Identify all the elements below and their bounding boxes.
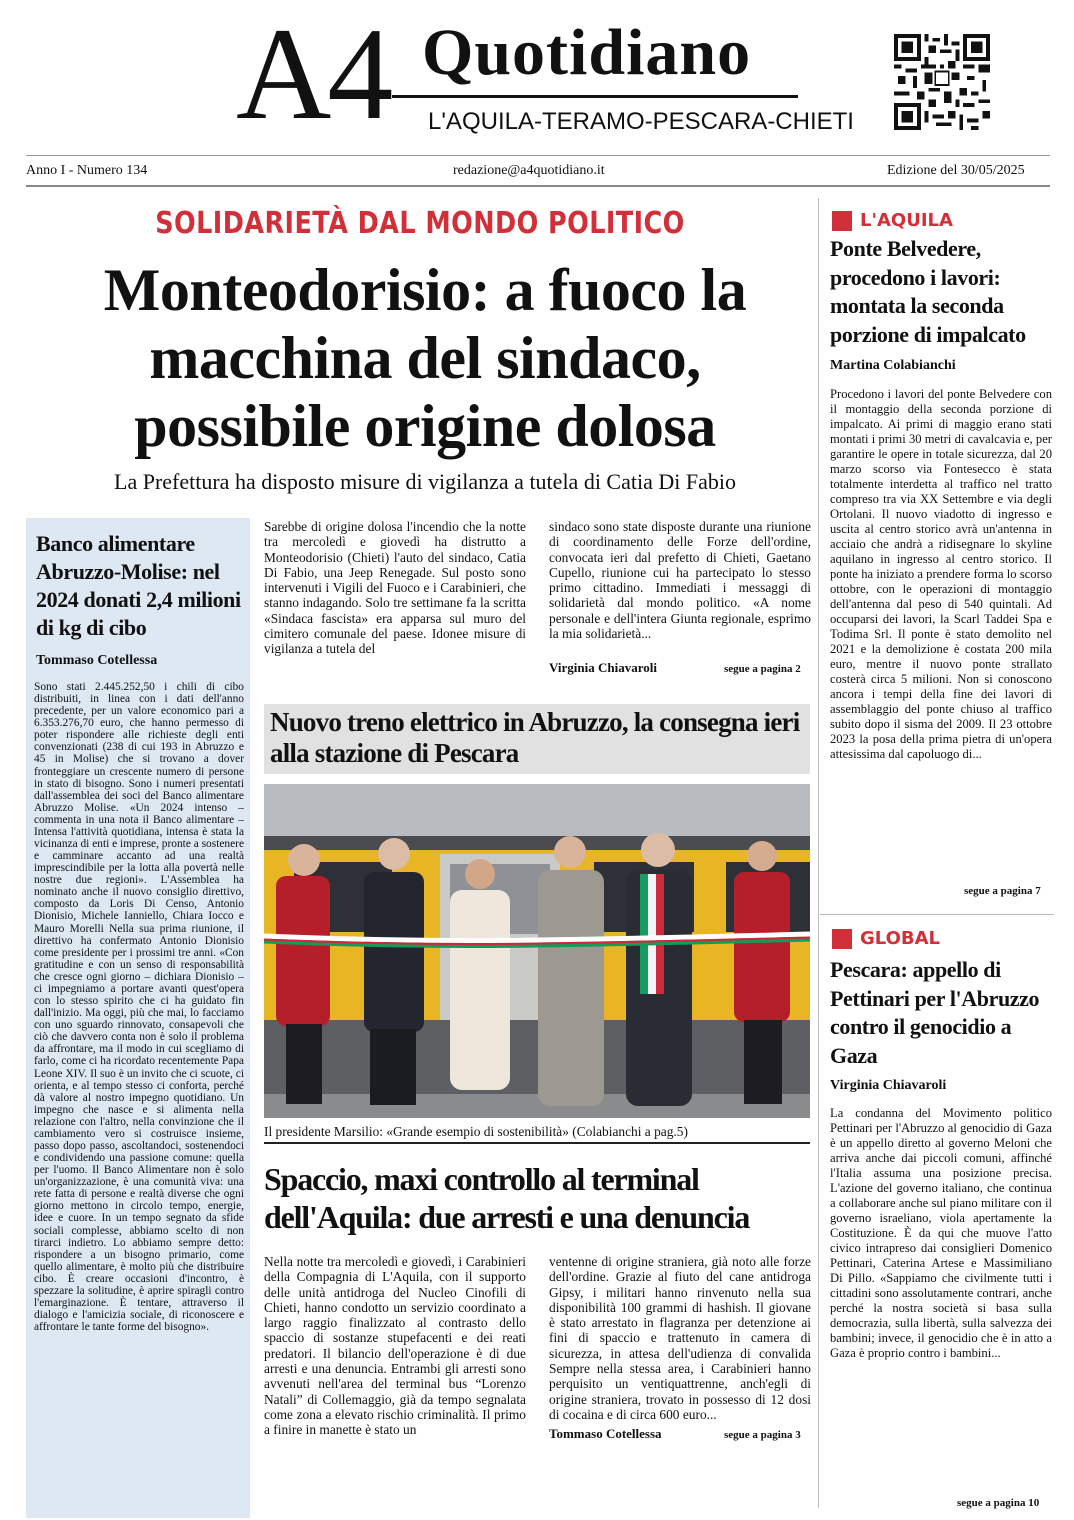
right1-article-body: Procedono i lavori del ponte Belvedere con il montaggio della seconda porzione di impalcato. Ai primi di maggio erano stati montati i primi 30 metri di cavalcavia e, per garantire le opere in totale sicurezza, dal 20 marzo scorso via Fontesecco è stata totalmente interdetta al traffico nel tratto compreso tra via XX Settembre e via degli Ortolani. Il nuovo viadotto di ingresso e uscita al centro storico avrà un'antenna in acciaio che andrà a ridisegnare lo skyline aquilano in ingresso al centro storico. Il ponte ha iniziato a prendere forma lo scorso ottobre, con le operazioni di montaggio dell'antenna dal peso di 540 quintali. Ad occuparsi dei lavori, la Scarl Taddei Spa e Todima Srl. Il ponte è stato demolito nel 2021 e la demolizione è costata 200 mila euro, mentre il nuovo ponte strallato costerà circa 5 milioni. Non si conoscono ancora i tempi della fine dei lavori di assemblaggio del ponte chiuso al traffico subito dopo il sisma del 2009. Il 23 ottobre 2023 la posa della prima pietra di un'opera attesissima dal capoluogo di...	[830, 387, 1052, 761]
section-tag-global[interactable]: GLOBAL	[860, 928, 941, 949]
photo-caption: Il presidente Marsilio: «Grande esempio di sostenibilità» (Colabianchi a pag.5)	[264, 1124, 688, 1139]
main-body-col2: sindaco sono state disposte durante una riunione di coordinamento delle Forze dell'ordine, convocata ieri dal prefetto di Chieti, Gaetano Cupello, riunione cui ha partecipato lo stesso primo cittadino. Immediati i messaggi di solidarietà dal mondo politico. «A nome personale e dell'intera Giunta regionale, esprimo la mia solidarietà...	[549, 519, 811, 642]
section-marker-icon	[832, 211, 852, 231]
main-subhead: La Prefettura ha disposto misure di vigilanza a tutela di Catia Di Fabio	[114, 469, 736, 494]
qr-code-icon[interactable]	[894, 34, 990, 130]
main-headline[interactable]	[30, 256, 820, 460]
section-tag-laquila[interactable]: L'AQUILA	[860, 210, 953, 231]
right1-article-title[interactable]: Ponte Belvedere, procedono i lavori: montata la seconda porzione di impalcato	[830, 236, 1026, 347]
section-marker-icon	[832, 929, 852, 949]
masthead-top-rule	[26, 155, 1050, 156]
edition-date: Edizione del 30/05/2025	[887, 163, 1025, 178]
issue-number: Anno I - Numero 134	[26, 163, 148, 178]
right1-author: Martina Colabianchi	[830, 358, 956, 373]
spaccio-author: Tommaso Cotellessa	[549, 1426, 662, 1441]
spaccio-article-title[interactable]: Spaccio, maxi controllo al terminal dell'Aquila: due arresti e una denuncia	[264, 1161, 750, 1235]
main-continue-link[interactable]: segue a pagina 2	[724, 663, 801, 675]
right2-article-title[interactable]: Pescara: appello di Pettinari per l'Abruzzo contro il genocidio a Gaza	[830, 957, 1040, 1068]
logo-a4: A4	[236, 0, 390, 147]
right2-article-body: La condanna del Movimento politico Pettinari per l'Abruzzo al genocidio di Gaza è un appello diretto al governo Meloni che arriva anche dai piccoli comuni, affinché l'Italia assuma una posizione precisa. L'azione del governo italiano, che continua a collaborare anche sul piano militare con il governo israeliano, viola apertamente la Costituzione. È da qui che muove l'atto civico intrapreso dai consiglieri Domenico Pettinari, Caterina Artese e Massimiliano Di Pillo. «Sappiamo che civilmente tutti i cittadini sono assolutamente contrari, anche perché la nostra società si basa sulla democrazia, sulla libertà, sulla salvezza dei bambini; invece, il genocidio che è in atto a Gaza è proprio contro i bambini...	[830, 1106, 1052, 1360]
main-author: Virginia Chiavaroli	[549, 660, 657, 675]
main-kicker: SOLIDARIETÀ DAL MONDO POLITICO	[155, 206, 685, 241]
main-headline-line: Monteodorisio: a fuoco la	[103, 257, 747, 323]
email-link[interactable]: redazione@a4quotidiano.it	[453, 163, 605, 178]
main-body-col1: Sarebbe di origine dolosa l'incendio che la notte tra mercoledì e giovedì ha distrutto a Monteodorisio (Chieti) l'auto del sindaco, Catia Di Fabio, una Jeep Renegade. Sul posto sono intervenuti i Vigili del Fuoco e i Carabinieri, che stanno indagando. Solo tre settimane fa la scritta «Sindaca fascista» era apparsa sul muro del cimitero comunale del paese. Idonee misure di vigilanza a tutela del	[264, 519, 526, 657]
right-column-divider	[820, 914, 1054, 915]
caption-rule	[264, 1142, 810, 1144]
left-article-author: Tommaso Cotellessa	[36, 653, 158, 668]
masthead-bottom-rule	[26, 185, 1050, 187]
logo-cities: L'AQUILA-TERAMO-PESCARA-CHIETI	[428, 108, 854, 135]
right-column-rule	[818, 198, 819, 1508]
left-article-title[interactable]: Banco alimentare Abruzzo-Molise: nel 2024 donati 2,4 milioni di kg di cibo	[36, 531, 241, 640]
train-ceremony-photo[interactable]	[264, 784, 810, 1118]
main-headline-line: possibile origine dolosa	[134, 393, 716, 459]
spaccio-continue-link[interactable]: segue a pagina 3	[724, 1429, 801, 1441]
left-article-body: Sono stati 2.445.252,50 i chili di cibo distribuiti, in linea con i dati dell'anno precedente, per un valore economico pari a 6.353.276,70 euro, che hanno permesso di poter rispondere alle richieste degli enti convenzionati (238 di cui 193 in Abruzzo e 45 in Molise) che si trovano a dover fronteggiare un crescente numero di persone in stato di bisogno. Sono i numeri presentati dall'assemblea dei soci del Banco alimentare Abruzzo Molise. «Un 2024 intenso – commenta in una nota il Banco alimentare – Intensa l'attività quotidiana, intensa è stata la vicinanza di enti e imprese, pronte a sostenere e camminare accanto ad una realtà imprescindibile per la lotta alla povertà nelle nostre due regioni». L'Assemblea ha nominato anche il nuovo consiglio direttivo, composto da Loris Di Censo, Antonio Dionisio, Michele Ianniello, Chiara Iocco e Mauro Morelli Nella sua prima riunione, il direttivo ha confermato Antonio Dionisio come presidente per i prossimi tre anni. «Con gratitudine e con un senso di responsabilità che cresce ogni giorno – dichiara Dionisio – ci impegniamo a portare avanti quest'opera con lo stesso spirito che ci ha guidato fin dall'inizio. Ma oggi, più che mai, lo facciamo con uno sguardo rinnovato, consapevoli che ciò che davvero conta non è solo il problema da affrontare, ma il modo in cui scegliamo di farlo, come ci ha ricordato recentemente Papa Leone XIV. Il suo è un invito che ci scuote, ci orienta, e al tempo stesso ci conforta, perché dà valore al nostro impegno quotidiano. Un impegno che nasce e si alimenta nella relazione con l'altro, nella convinzione che il cambiamento vero si costruisce insieme, passo dopo passo, ascoltandoci, sostenendoci e condividendo una passione comune: quella per l'uomo. Il Banco Alimentare non è solo un'organizzazione, è una comunità viva: una rete fatta di persone e realtà diverse che ogni giorno mettono in circolo tempo, energie, idee e cuore. In un tempo segnato da sfide sociali complesse, abbiamo scelto di non tirarci indietro. Lo abbiamo sempre detto: rispondere a un bisogno primario, come quello alimentare, è molto più che distribuire cibo. È creare occasioni d'incontro, è spezzare la solitudine, è aprire spiragli contro l'emarginazione. È tentare, attraverso il dialogo e l'amicizia sociale, di riconoscere e affrontare le tante forme del bisogno».	[34, 681, 245, 1334]
main-headline-line: macchina del sindaco,	[149, 325, 701, 391]
right2-author: Virginia Chiavaroli	[830, 1078, 947, 1093]
spaccio-body-col2: ventenne di origine straniera, già noto alle forze dell'ordine. Grazie al fiuto del cane antidroga Gipsy, i militari hanno rinvenuto nella sua disponibilità 100 grammi di hashish. Il giovane è stato arrestato in flagranza per detenzione ai fini di spaccio e trattenuto in camera di sicurezza, in attesa dell'udienza di convalida Sempre nella stessa area, i Carabinieri hanno perquisito un ventiquattrenne, anch'egli di origine straniera, trovato in possesso di 12 dosi di cocaina e di circa 600 euro...	[549, 1254, 811, 1422]
right1-continue-link[interactable]: segue a pagina 7	[964, 885, 1041, 897]
logo-rule	[392, 95, 798, 98]
logo-name: Quotidiano	[422, 16, 752, 89]
spaccio-body-col1: Nella notte tra mercoledì e giovedì, i Carabinieri della Compagnia di L'Aquila, con il supporto delle unità antidroga del Nucleo Cinofili di Chieti, hanno condotto un servizio coordinato a largo raggio finalizzato al contrasto dello spaccio di sostanze stupefacenti e dei reati predatori. Il bilancio dell'operazione è di due arresti e una denuncia. Entrambi gli arresti sono avvenuti nell'area del terminal bus “Lorenzo Natali” di Collemaggio, già da tempo segnalata come zona a elevato rischio criminalità. Il primo a finire in manette è stato un	[264, 1254, 526, 1438]
right2-continue-link[interactable]: segue a pagina 10	[957, 1497, 1040, 1509]
train-article-title[interactable]: Nuovo treno elettrico in Abruzzo, la consegna ieri alla stazione di Pescara	[270, 707, 800, 768]
